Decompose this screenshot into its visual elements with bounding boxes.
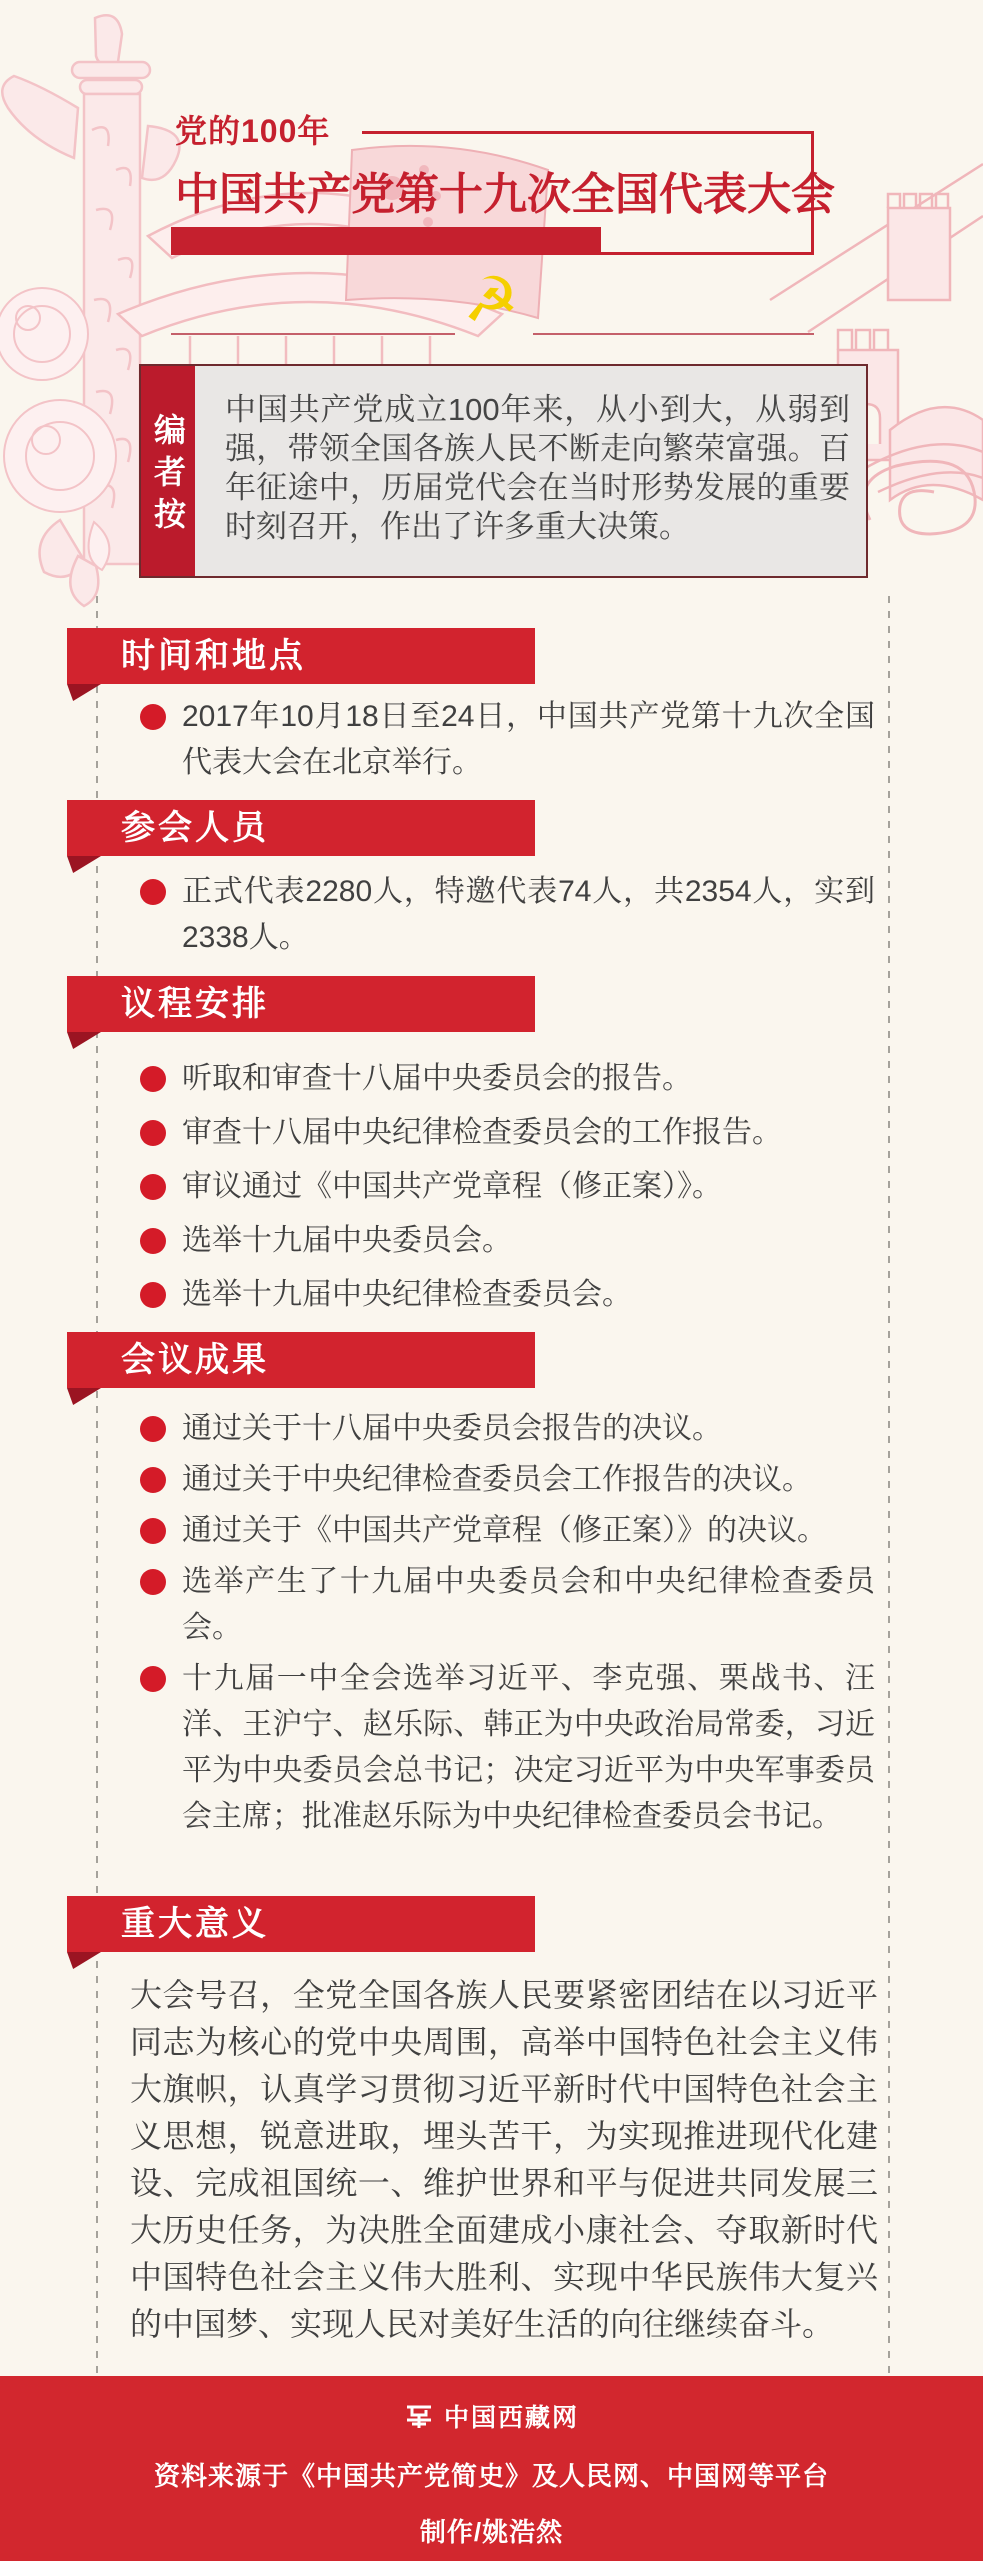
section-content-outcomes	[140, 1406, 880, 1845]
list-item-text: 听取和审查十八届中央委员会的报告。	[182, 1062, 692, 1095]
left-dashed-border	[96, 596, 98, 2376]
list-item-text: 十九届一中全会选举习近平、李克强、栗战书、汪洋、王沪宁、赵乐际、韩正为中央政治局常委，习近平为中央委员会总书记；决定习近平为中央军事委员会主席；批准赵乐际为中央纪律检查委员会书记。	[182, 1662, 875, 1833]
list-item	[140, 1164, 880, 1210]
editor-note-text: 中国共产党成立100年来，从小到大，从弱到强，带领全国各族人民不断走向繁荣富强。百年征途中，历届党代会在当时形势发展的重要时刻召开，作出了许多重大决策。	[195, 366, 866, 576]
bullet-dot-icon	[140, 704, 166, 730]
section-title: 会议成果	[121, 1341, 269, 1379]
list-item	[140, 1218, 880, 1264]
list-item-text: 通过关于《中国共产党章程（修正案）》的决议。	[182, 1514, 827, 1547]
list-item-text: 选举十九届中央纪律检查委员会。	[182, 1278, 632, 1311]
footer-source-line: 资料来源于《中国共产党简史》及人民网、中国网等平台	[153, 2461, 829, 2491]
section-title: 时间和地点	[121, 637, 306, 675]
page-title: 中国共产党第十九次全国代表大会	[175, 170, 835, 219]
list-item	[140, 869, 880, 961]
series-label: 党的100年	[175, 113, 331, 149]
title-box-top-border	[362, 131, 814, 134]
list-item-text: 2017年10月18日至24日，中国共产党第十九次全国代表大会在北京举行。	[182, 700, 875, 779]
list-item	[140, 1656, 880, 1840]
list-item	[140, 1559, 880, 1651]
section-banner-agenda	[67, 976, 535, 1032]
section-banner-significance	[67, 1896, 535, 1952]
list-item	[140, 1110, 880, 1156]
section-banner-outcomes	[67, 1332, 535, 1388]
list-item	[140, 1508, 880, 1554]
bullet-dot-icon	[140, 1282, 166, 1308]
bullet-dot-icon	[140, 1174, 166, 1200]
list-item-text: 通过关于中央纪律检查委员会工作报告的决议。	[182, 1463, 812, 1496]
editor-note-label: 编者按	[141, 366, 195, 576]
bullet-dot-icon	[140, 1666, 166, 1692]
section-content-time-place	[140, 694, 880, 786]
footer-site-name: 中国西藏网	[443, 2404, 579, 2432]
bullet-dot-icon	[140, 1066, 166, 1092]
list-item	[140, 1056, 880, 1102]
party-emblem-icon: ☭	[463, 266, 519, 335]
title-box-bottom-border	[601, 252, 814, 255]
bullet-dot-icon	[140, 1467, 166, 1493]
significance-paragraph: 大会号召，全党全国各族人民要紧密团结在以习近平同志为核心的党中央周围，高举中国特色社会主义伟大旗帜，认真学习贯彻习近平新时代中国特色社会主义思想，锐意进取，埋头苦干，为实现推进现代化建设、完成祖国统一、维护世界和平与促进共同发展三大历史任务，为决胜全面建成小康社会、夺取新时代中国特色社会主义伟大胜利、实现中华民族伟大复兴的中国梦、实现人民对美好生活的向往继续奋斗。	[130, 1977, 878, 2342]
bullet-dot-icon	[140, 1518, 166, 1544]
section-title: 重大意义	[121, 1905, 269, 1943]
bullet-dot-icon	[140, 1228, 166, 1254]
list-item	[140, 694, 880, 786]
footer-credit-line: 制作/姚浩然	[419, 2517, 564, 2547]
china-tibet-net-logo-icon	[404, 2401, 434, 2431]
list-item-text: 审查十八届中央纪律检查委员会的工作报告。	[182, 1116, 782, 1149]
bullet-dot-icon	[140, 1416, 166, 1442]
title-underline-bar	[171, 227, 601, 255]
emblem-left-line	[171, 333, 455, 335]
list-item	[140, 1406, 880, 1452]
list-item	[140, 1272, 880, 1318]
section-title: 参会人员	[121, 809, 269, 847]
section-banner-time-place	[67, 628, 535, 684]
footer-brand-row	[0, 2398, 983, 2434]
right-dashed-border	[888, 596, 890, 2376]
section-content-agenda	[140, 1056, 880, 1326]
list-item-text: 通过关于十八届中央委员会报告的决议。	[182, 1412, 722, 1445]
bullet-dot-icon	[140, 1569, 166, 1595]
section-title: 议程安排	[121, 985, 269, 1023]
footer	[0, 2376, 983, 2561]
bullet-dot-icon	[140, 879, 166, 905]
section-banner-attendees	[67, 800, 535, 856]
list-item-text: 审议通过《中国共产党章程（修正案）》。	[182, 1170, 722, 1203]
list-item-text: 正式代表2280人，特邀代表74人，共2354人，实到2338人。	[182, 875, 875, 954]
list-item-text: 选举十九届中央委员会。	[182, 1224, 512, 1257]
list-item-text: 选举产生了十九届中央委员会和中央纪律检查委员会。	[182, 1565, 875, 1644]
list-item	[140, 1457, 880, 1503]
emblem-right-line	[533, 333, 814, 335]
editor-note-box	[139, 364, 868, 578]
section-content-attendees	[140, 869, 880, 961]
bullet-dot-icon	[140, 1120, 166, 1146]
